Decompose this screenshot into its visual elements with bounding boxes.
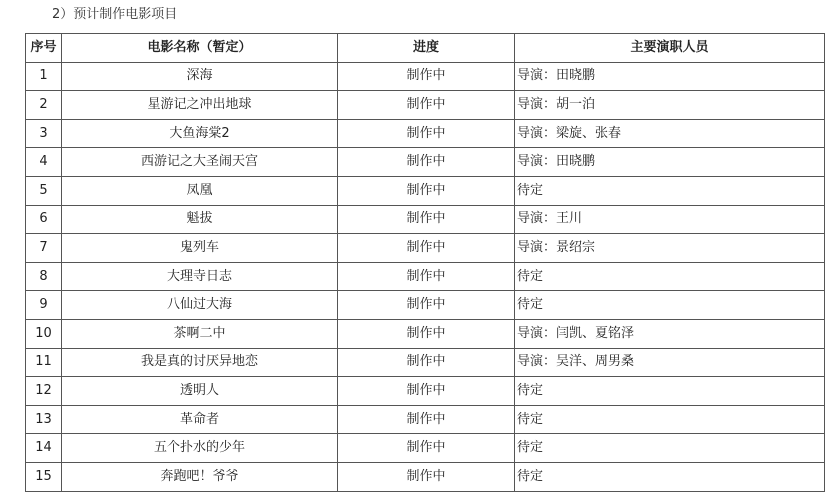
cell-no: 7: [26, 234, 62, 263]
header-title: 电影名称（暂定）: [62, 34, 338, 63]
cell-cast: 导演：田晓鹏: [515, 62, 825, 91]
cell-status: 制作中: [338, 462, 515, 491]
cell-no: 6: [26, 205, 62, 234]
table-row: [26, 62, 825, 91]
cell-cast: 导演：景绍宗: [515, 234, 825, 263]
cell-title: 奔跑吧！爷爷: [62, 462, 338, 491]
cell-title: 深海: [62, 62, 338, 91]
cell-no: 2: [26, 91, 62, 120]
table-row: [26, 348, 825, 377]
cell-status: 制作中: [338, 148, 515, 177]
cell-cast: 导演：闫凯、夏铭泽: [515, 319, 825, 348]
cell-title: 八仙过大海: [62, 291, 338, 320]
table-row: [26, 176, 825, 205]
cell-title: 魁拔: [62, 205, 338, 234]
table-row: [26, 262, 825, 291]
cell-status: 制作中: [338, 234, 515, 263]
cell-title: 凤凰: [62, 176, 338, 205]
cell-status: 制作中: [338, 319, 515, 348]
cell-cast: 待定: [515, 462, 825, 491]
table-row: [26, 291, 825, 320]
cell-status: 制作中: [338, 91, 515, 120]
header-no: 序号: [26, 34, 62, 63]
cell-status: 制作中: [338, 434, 515, 463]
cell-status: 制作中: [338, 62, 515, 91]
section-caption: 2）预计制作电影项目: [52, 7, 178, 22]
cell-status: 制作中: [338, 377, 515, 406]
header-cast: 主要演职人员: [515, 34, 825, 63]
cell-cast: 导演：吴洋、周男桑: [515, 348, 825, 377]
table-row: [26, 434, 825, 463]
cell-title: 透明人: [62, 377, 338, 406]
cell-no: 13: [26, 405, 62, 434]
table-row: [26, 405, 825, 434]
cell-cast: 待定: [515, 291, 825, 320]
cell-status: 制作中: [338, 205, 515, 234]
cell-status: 制作中: [338, 348, 515, 377]
table-row: [26, 462, 825, 491]
table-row: [26, 234, 825, 263]
cell-no: 1: [26, 62, 62, 91]
cell-title: 星游记之冲出地球: [62, 91, 338, 120]
cell-status: 制作中: [338, 176, 515, 205]
cell-cast: 待定: [515, 377, 825, 406]
table-row: [26, 377, 825, 406]
table-row: [26, 319, 825, 348]
cell-cast: 待定: [515, 262, 825, 291]
cell-title: 茶啊二中: [62, 319, 338, 348]
cell-no: 9: [26, 291, 62, 320]
cell-title: 五个扑水的少年: [62, 434, 338, 463]
cell-cast: 导演：王川: [515, 205, 825, 234]
cell-no: 5: [26, 176, 62, 205]
cell-no: 12: [26, 377, 62, 406]
table-body: [26, 62, 825, 491]
cell-title: 鬼列车: [62, 234, 338, 263]
cell-cast: 待定: [515, 434, 825, 463]
cell-cast: 待定: [515, 176, 825, 205]
cell-status: 制作中: [338, 119, 515, 148]
cell-cast: 导演：梁旋、张春: [515, 119, 825, 148]
table-row: [26, 91, 825, 120]
table-row: [26, 205, 825, 234]
cell-title: 大鱼海棠2: [62, 119, 338, 148]
cell-no: 11: [26, 348, 62, 377]
cell-title: 革命者: [62, 405, 338, 434]
table-row: [26, 148, 825, 177]
cell-no: 3: [26, 119, 62, 148]
cell-title: 大理寺日志: [62, 262, 338, 291]
cell-no: 10: [26, 319, 62, 348]
header-status: 进度: [338, 34, 515, 63]
cell-status: 制作中: [338, 405, 515, 434]
cell-title: 我是真的讨厌异地恋: [62, 348, 338, 377]
cell-no: 15: [26, 462, 62, 491]
cell-no: 4: [26, 148, 62, 177]
cell-cast: 导演：田晓鹏: [515, 148, 825, 177]
cell-cast: 导演：胡一泊: [515, 91, 825, 120]
cell-no: 8: [26, 262, 62, 291]
table-header-row: [26, 34, 825, 63]
film-projects-table: [25, 33, 825, 492]
cell-status: 制作中: [338, 291, 515, 320]
cell-cast: 待定: [515, 405, 825, 434]
cell-no: 14: [26, 434, 62, 463]
cell-status: 制作中: [338, 262, 515, 291]
table-row: [26, 119, 825, 148]
cell-title: 西游记之大圣闹天宫: [62, 148, 338, 177]
